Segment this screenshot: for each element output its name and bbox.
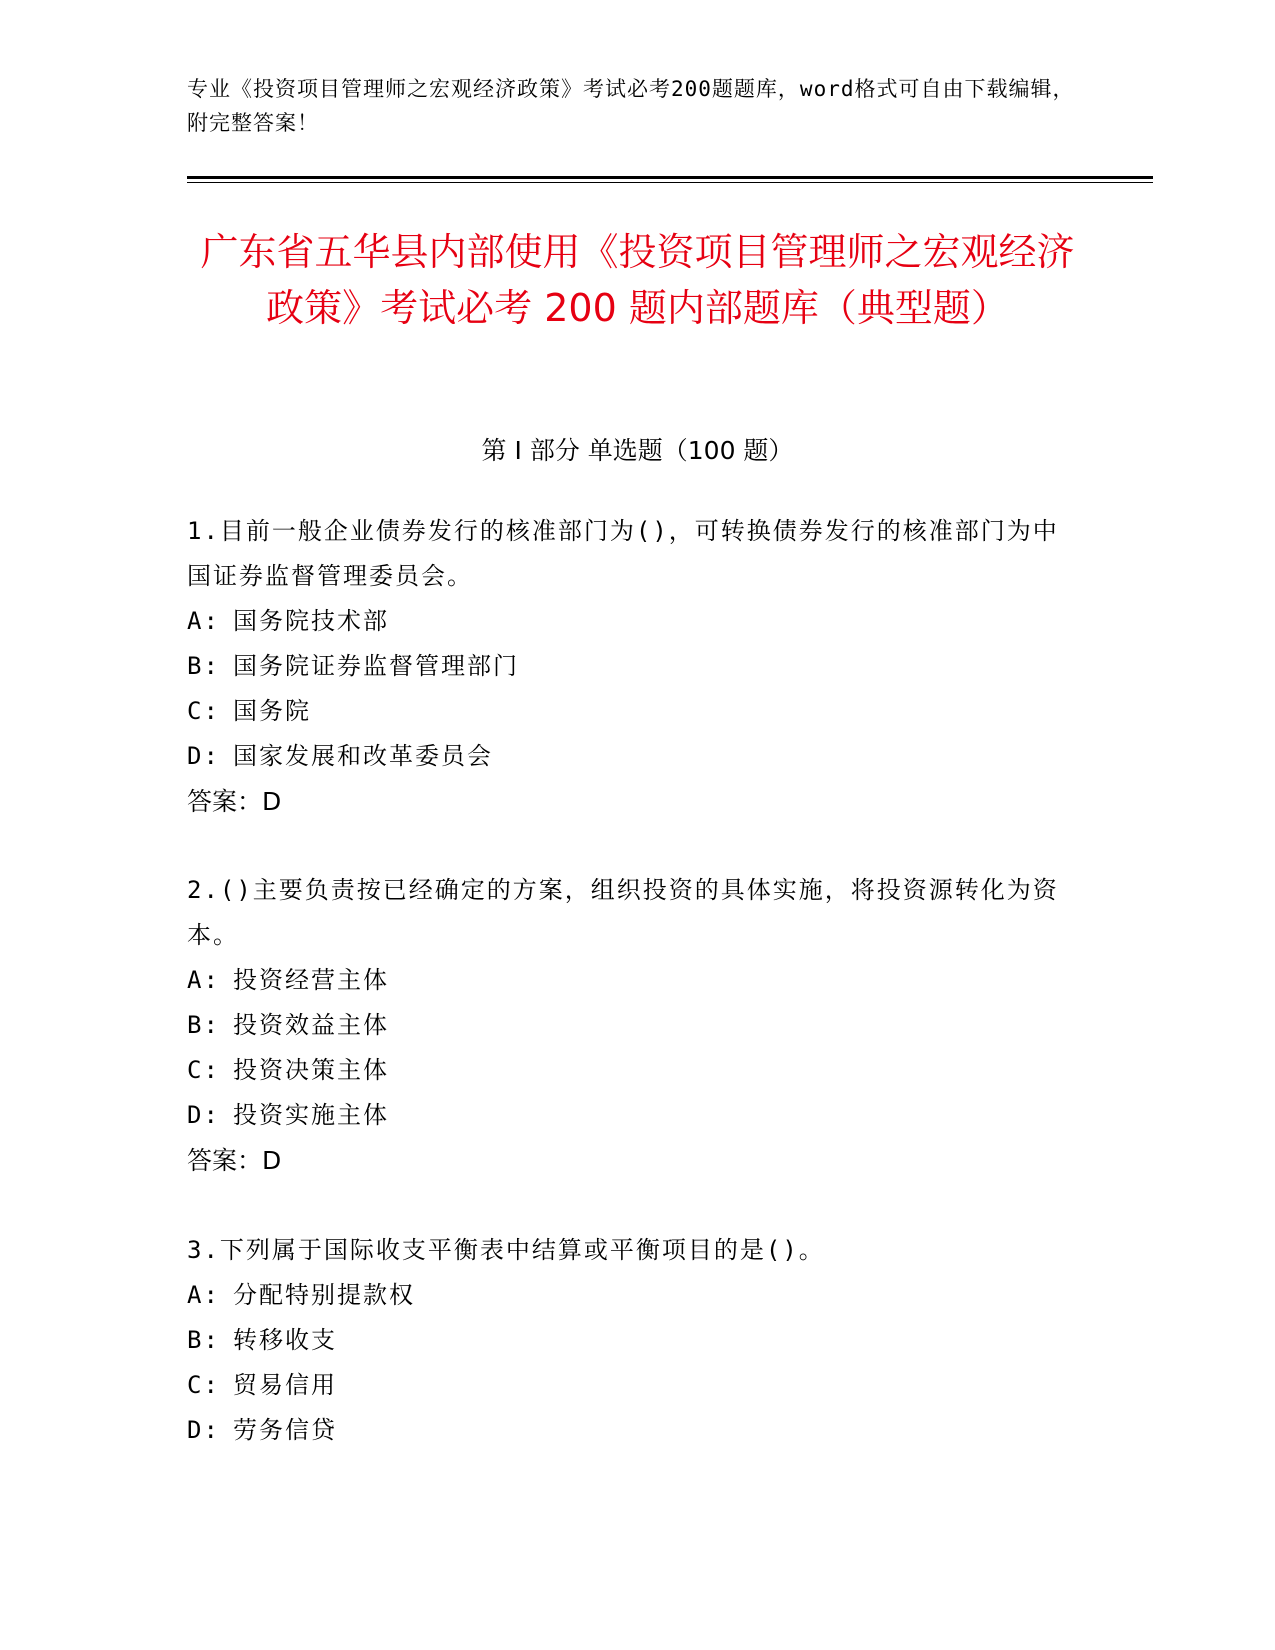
option-letter: A: <box>187 1281 220 1309</box>
option-c <box>187 1048 1067 1093</box>
option-d <box>187 1408 1067 1453</box>
option-letter: B: <box>187 1326 220 1354</box>
option-letter: B: <box>187 1011 220 1039</box>
option-text: 贸易信用 <box>233 1371 337 1399</box>
option-b <box>187 1318 1067 1363</box>
option-text: 劳务信贷 <box>233 1416 337 1444</box>
option-letter: B: <box>187 652 220 680</box>
section-heading: 第 I 部分 单选题（100 题） <box>481 436 794 465</box>
header-note: 专业《投资项目管理师之宏观经济政策》考试必考200题题库，word格式可自由下载编辑，附完整答案！ <box>187 77 1075 135</box>
option-a <box>187 1273 1067 1318</box>
option-text: 投资效益主体 <box>233 1011 389 1039</box>
option-text: 国务院 <box>233 697 311 725</box>
header-rule-thin <box>187 182 1153 183</box>
option-letter: C: <box>187 697 220 725</box>
option-letter: C: <box>187 1371 220 1399</box>
option-d <box>187 734 1067 779</box>
option-letter: D: <box>187 1101 220 1129</box>
option-a <box>187 599 1067 644</box>
option-c <box>187 689 1067 734</box>
option-text: 国家发展和改革委员会 <box>233 742 493 770</box>
question-stem: 2.()主要负责按已经确定的方案，组织投资的具体实施，将投资源转化为资本。 <box>187 876 1059 949</box>
option-letter: C: <box>187 1056 220 1084</box>
option-a <box>187 958 1067 1003</box>
option-letter: A: <box>187 607 220 635</box>
option-c <box>187 1363 1067 1408</box>
option-text: 国务院证券监督管理部门 <box>233 652 519 680</box>
question-1 <box>187 509 1067 824</box>
option-text: 投资实施主体 <box>233 1101 389 1129</box>
question-2 <box>187 868 1067 1183</box>
option-b <box>187 644 1067 689</box>
answer-line: 答案：D <box>187 787 282 816</box>
option-letter: A: <box>187 966 220 994</box>
header-rule-thick <box>187 176 1153 179</box>
option-text: 投资决策主体 <box>233 1056 389 1084</box>
question-stem: 1.目前一般企业债券发行的核准部门为()，可转换债券发行的核准部门为中国证券监督管理委员会。 <box>187 517 1059 590</box>
answer-line: 答案：D <box>187 1146 282 1175</box>
option-letter: D: <box>187 742 220 770</box>
option-text: 国务院技术部 <box>233 607 389 635</box>
option-text: 投资经营主体 <box>233 966 389 994</box>
option-letter: D: <box>187 1416 220 1444</box>
question-stem: 3.下列属于国际收支平衡表中结算或平衡项目的是()。 <box>187 1236 825 1264</box>
option-b <box>187 1003 1067 1048</box>
question-3 <box>187 1228 1067 1453</box>
document-title: 广东省五华县内部使用《投资项目管理师之宏观经济政策》考试必考 200 题内部题库（典型题） <box>200 230 1075 330</box>
option-text: 转移收支 <box>233 1326 337 1354</box>
option-text: 分配特别提款权 <box>233 1281 415 1309</box>
option-d <box>187 1093 1067 1138</box>
